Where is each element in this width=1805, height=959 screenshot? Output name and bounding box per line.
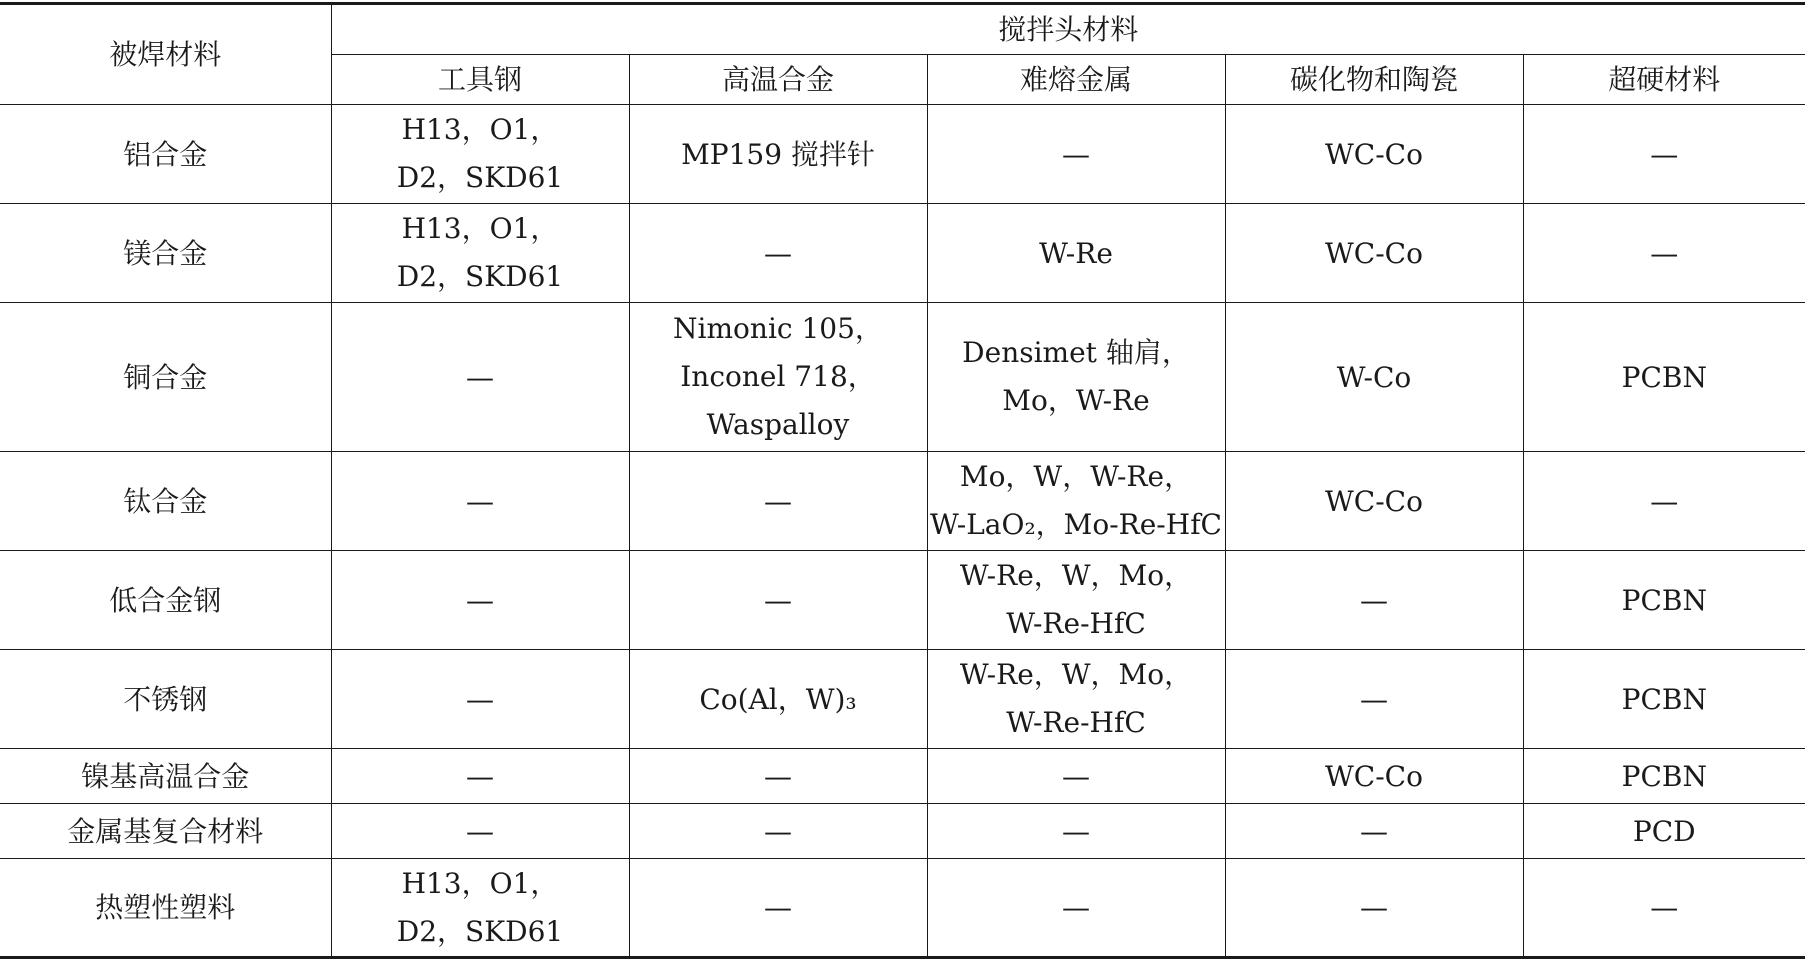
cell-line: D2，SKD61 xyxy=(396,260,564,293)
cell-line: H13，O1， xyxy=(401,113,559,146)
table-row xyxy=(0,650,1805,749)
cell-line: — xyxy=(466,814,494,848)
table-cell xyxy=(629,749,927,804)
table-cell xyxy=(1225,650,1523,749)
cell-content xyxy=(1622,753,1707,801)
table-cell xyxy=(629,452,927,551)
table-cell xyxy=(927,650,1225,749)
row-header-material: 热塑性塑料 xyxy=(0,859,331,958)
table-cell xyxy=(927,105,1225,204)
cell-line: Co(Al，W)₃ xyxy=(699,682,857,716)
table-cell xyxy=(1523,859,1805,958)
cell-content xyxy=(930,453,1222,549)
cell-line: Waspalloy xyxy=(706,408,850,441)
cell-line: — xyxy=(466,583,494,617)
table-row xyxy=(0,551,1805,650)
cell-line: — xyxy=(1062,137,1090,171)
cell-content xyxy=(1039,230,1113,278)
cell-content xyxy=(1325,131,1423,179)
cell-content xyxy=(699,676,856,724)
cell-line: Mo，W，W-Re， xyxy=(959,460,1193,493)
table-cell xyxy=(1523,204,1805,303)
table-row xyxy=(0,204,1805,303)
cell-content xyxy=(466,753,494,801)
cell-line: — xyxy=(1360,814,1388,848)
cell-line: W-LaO₂，Mo-Re-HfC xyxy=(930,508,1222,541)
cell-content xyxy=(466,478,494,526)
cell-line: MP159 搅拌针 xyxy=(681,137,875,171)
cell-line: — xyxy=(466,484,494,518)
cell-line: PCBN xyxy=(1621,583,1707,617)
table-cell xyxy=(1225,804,1523,859)
cell-line: — xyxy=(764,583,792,617)
cell-line: — xyxy=(764,236,792,270)
table-cell xyxy=(331,749,629,804)
cell-content xyxy=(1325,753,1423,801)
table-cell xyxy=(1225,105,1523,204)
column-header-tool-steel: 工具钢 xyxy=(331,55,629,105)
cell-content xyxy=(1062,753,1090,801)
cell-line: — xyxy=(1360,583,1388,617)
table-cell xyxy=(927,859,1225,958)
cell-content xyxy=(764,884,792,932)
row-header-material: 低合金钢 xyxy=(0,551,331,650)
table-cell xyxy=(331,452,629,551)
row-header-material: 镁合金 xyxy=(0,204,331,303)
cell-line: W-Re-HfC xyxy=(1006,607,1146,640)
cell-line: PCBN xyxy=(1621,360,1707,394)
cell-content xyxy=(962,329,1190,425)
cell-line: Inconel 718， xyxy=(680,360,876,393)
cell-content xyxy=(1633,808,1696,856)
cell-line: H13，O1， xyxy=(401,212,559,245)
table-cell xyxy=(331,551,629,650)
cell-line: — xyxy=(466,360,494,394)
row-header-material: 钛合金 xyxy=(0,452,331,551)
cell-content xyxy=(466,354,494,402)
cell-line: WC-Co xyxy=(1325,236,1423,270)
cell-line: W-Re-HfC xyxy=(1006,706,1146,739)
table-cell xyxy=(1523,551,1805,650)
cell-line: WC-Co xyxy=(1325,137,1423,171)
table-cell xyxy=(927,804,1225,859)
table-cell xyxy=(629,204,927,303)
table-cell xyxy=(1225,551,1523,650)
table-cell xyxy=(331,804,629,859)
cell-line: — xyxy=(764,891,792,924)
cell-line: W-Re，W，Mo， xyxy=(959,658,1193,691)
table-cell xyxy=(1523,749,1805,804)
cell-line: — xyxy=(1650,891,1679,924)
table-cell xyxy=(927,551,1225,650)
cell-content xyxy=(960,651,1192,747)
table-cell xyxy=(1225,204,1523,303)
table-cell xyxy=(1523,303,1805,452)
cell-line: W-Re xyxy=(1039,236,1113,270)
table-row xyxy=(0,859,1805,958)
cell-content xyxy=(1622,354,1707,402)
corner-header: 被焊材料 xyxy=(0,4,331,105)
cell-content xyxy=(1337,354,1411,402)
cell-line: WC-Co xyxy=(1325,759,1423,793)
cell-line: — xyxy=(1062,891,1090,924)
table-cell xyxy=(331,303,629,452)
table-row xyxy=(0,804,1805,859)
cell-content xyxy=(1650,478,1678,526)
column-header-carbide-ceramic: 碳化物和陶瓷 xyxy=(1225,55,1523,105)
cell-content xyxy=(1062,884,1090,932)
table-cell xyxy=(331,204,629,303)
table-row xyxy=(0,749,1805,804)
cell-line: — xyxy=(1360,891,1388,924)
column-header-refractory-metal: 难熔金属 xyxy=(927,55,1225,105)
cell-content xyxy=(764,753,792,801)
cell-content xyxy=(764,230,792,278)
table-row xyxy=(0,452,1805,551)
table-cell xyxy=(331,105,629,204)
cell-line: W-Co xyxy=(1336,360,1412,394)
cell-content xyxy=(1062,131,1090,179)
cell-content xyxy=(1062,808,1090,856)
table-row xyxy=(0,105,1805,204)
row-header-material: 金属基复合材料 xyxy=(0,804,331,859)
cell-content xyxy=(466,577,494,625)
cell-line: Mo，W-Re xyxy=(1002,384,1150,417)
cell-content xyxy=(397,860,563,956)
table-cell xyxy=(927,303,1225,452)
table-cell xyxy=(629,105,927,204)
cell-content xyxy=(764,808,792,856)
cell-line: — xyxy=(466,759,494,793)
cell-content xyxy=(1622,676,1707,724)
cell-line: — xyxy=(1062,759,1090,793)
cell-content xyxy=(1650,230,1678,278)
cell-line: Nimonic 105， xyxy=(673,312,883,345)
table-cell xyxy=(927,749,1225,804)
table-cell xyxy=(629,650,927,749)
table-body xyxy=(0,105,1805,958)
table-cell xyxy=(629,303,927,452)
cell-line: — xyxy=(466,682,494,716)
cell-line: WC-Co xyxy=(1325,484,1423,518)
table-cell xyxy=(629,551,927,650)
cell-line: — xyxy=(1062,814,1090,848)
table-cell xyxy=(927,452,1225,551)
cell-line: — xyxy=(1650,484,1679,518)
cell-content xyxy=(397,205,563,301)
cell-line: PCD xyxy=(1632,814,1696,848)
cell-content xyxy=(673,305,883,449)
cell-line: — xyxy=(1650,236,1679,270)
row-header-material: 不锈钢 xyxy=(0,650,331,749)
cell-line: — xyxy=(764,814,792,848)
table-cell xyxy=(331,650,629,749)
table-cell xyxy=(629,859,927,958)
table-row xyxy=(0,303,1805,452)
cell-line: Densimet 轴肩， xyxy=(962,336,1190,369)
cell-line: D2，SKD61 xyxy=(396,161,564,194)
cell-content xyxy=(960,552,1192,648)
cell-content xyxy=(1622,577,1707,625)
cell-content xyxy=(466,808,494,856)
cell-line: W-Re，W，Mo， xyxy=(959,559,1193,592)
row-header-material: 镍基高温合金 xyxy=(0,749,331,804)
table-cell xyxy=(331,859,629,958)
group-header: 搅拌头材料 xyxy=(331,4,1805,55)
cell-content xyxy=(1360,808,1388,856)
row-header-material: 铜合金 xyxy=(0,303,331,452)
cell-line: D2，SKD61 xyxy=(396,914,564,948)
table-cell xyxy=(1225,303,1523,452)
cell-content xyxy=(681,131,875,179)
table-cell xyxy=(1523,804,1805,859)
table-cell xyxy=(629,804,927,859)
table-cell xyxy=(1225,452,1523,551)
table-cell xyxy=(1523,105,1805,204)
table-cell xyxy=(1523,650,1805,749)
cell-content xyxy=(1360,676,1388,724)
cell-line: PCBN xyxy=(1621,759,1707,793)
cell-content xyxy=(1360,577,1388,625)
table-cell xyxy=(1523,452,1805,551)
cell-content xyxy=(764,478,792,526)
cell-content xyxy=(1650,884,1678,932)
table-cell xyxy=(927,204,1225,303)
cell-line: — xyxy=(764,759,792,793)
materials-table xyxy=(0,2,1805,959)
cell-content xyxy=(397,106,563,202)
table-cell xyxy=(1225,749,1523,804)
cell-content xyxy=(1650,131,1678,179)
cell-content xyxy=(1360,884,1388,932)
column-header-superalloy: 高温合金 xyxy=(629,55,927,105)
cell-line: — xyxy=(1650,137,1679,171)
cell-content xyxy=(1325,478,1423,526)
cell-content xyxy=(764,577,792,625)
cell-content xyxy=(466,676,494,724)
column-header-superhard: 超硬材料 xyxy=(1523,55,1805,105)
row-header-material: 铝合金 xyxy=(0,105,331,204)
table-cell xyxy=(1225,859,1523,958)
cell-content xyxy=(1325,230,1423,278)
cell-line: — xyxy=(764,484,792,518)
table-head xyxy=(0,4,1805,105)
cell-line: PCBN xyxy=(1621,682,1707,716)
cell-line: — xyxy=(1360,682,1388,716)
cell-line: H13，O1， xyxy=(401,866,559,900)
